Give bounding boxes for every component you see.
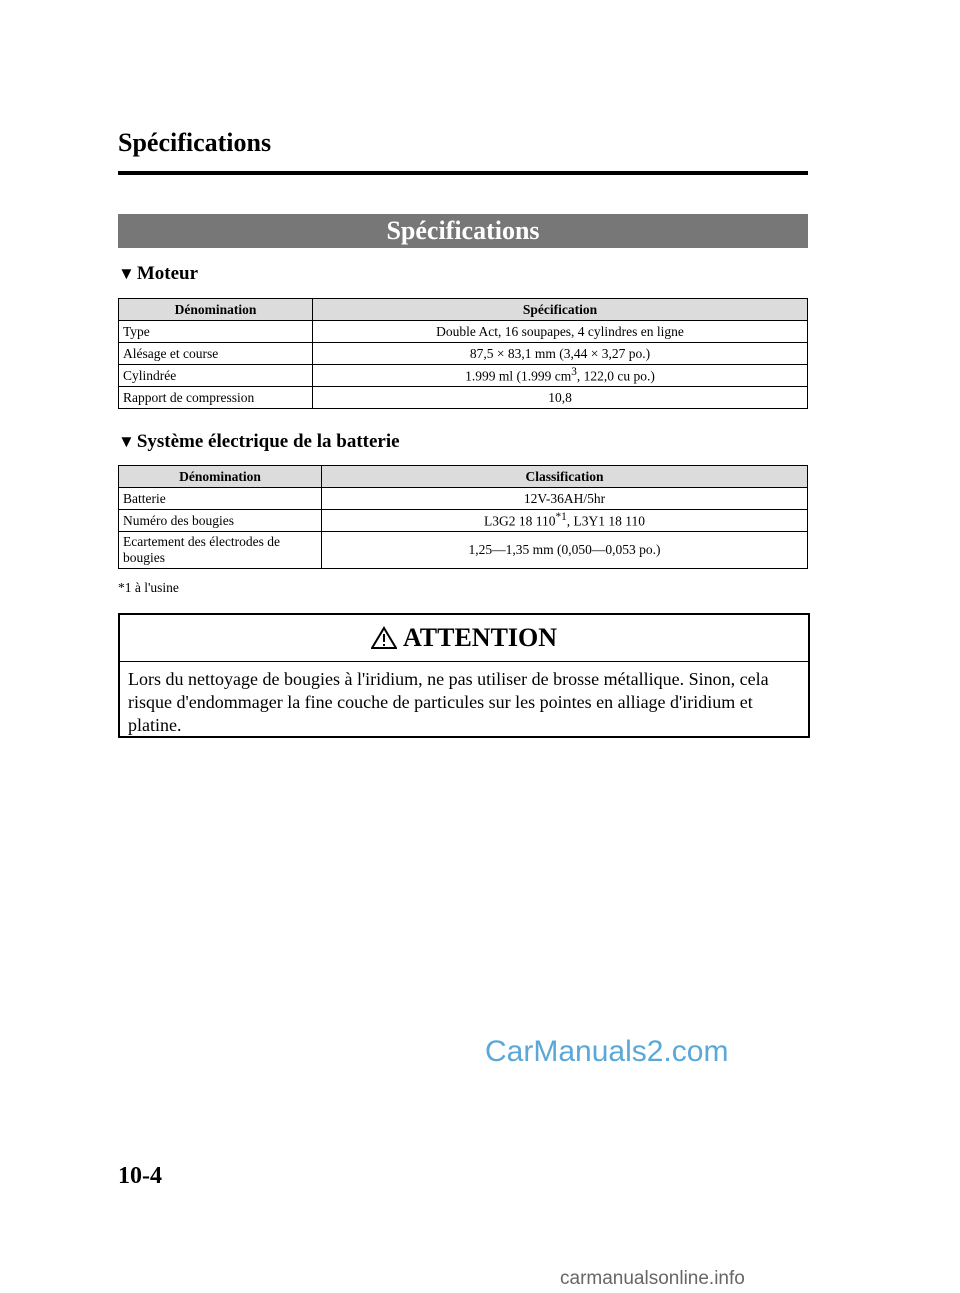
row-name: Alésage et course bbox=[119, 343, 313, 365]
table-row bbox=[119, 321, 808, 343]
triangle-down-icon: ▼ bbox=[118, 264, 135, 283]
row-value: 1,25―1,35 mm (0,050―0,053 po.) bbox=[322, 532, 808, 569]
footer-watermark: carmanualsonline.info bbox=[560, 1268, 745, 1289]
value-superscript: *1 bbox=[555, 511, 567, 524]
table-row bbox=[119, 510, 808, 532]
column-header: Dénomination bbox=[119, 299, 313, 321]
section-banner: Spécifications bbox=[118, 214, 808, 248]
row-name: Ecartement des électrodes de bougies bbox=[119, 532, 322, 569]
row-value: 10,8 bbox=[313, 387, 808, 409]
warning-triangle-icon bbox=[371, 626, 397, 650]
value-text: 1.999 ml (1.999 cm bbox=[465, 368, 572, 384]
attention-title bbox=[120, 623, 808, 653]
table-header-row bbox=[119, 299, 808, 321]
attention-box bbox=[118, 613, 810, 738]
page-header-title: Spécifications bbox=[118, 128, 272, 157]
column-header: Spécification bbox=[313, 299, 808, 321]
value-superscript: 3 bbox=[571, 366, 577, 379]
watermark-logo: CarManuals2.com bbox=[485, 1035, 729, 1068]
engine-heading bbox=[118, 263, 198, 285]
row-name: Cylindrée bbox=[119, 365, 313, 387]
battery-spec-table bbox=[118, 465, 808, 569]
row-name: Rapport de compression bbox=[119, 387, 313, 409]
row-name: Numéro des bougies bbox=[119, 510, 322, 532]
column-header: Dénomination bbox=[119, 466, 322, 488]
table-header-row bbox=[119, 466, 808, 488]
row-name: Batterie bbox=[119, 488, 322, 510]
battery-heading bbox=[118, 431, 400, 453]
header-rule bbox=[118, 171, 808, 175]
engine-spec-table bbox=[118, 298, 808, 409]
page-number: 10-4 bbox=[118, 1163, 162, 1189]
table-row bbox=[119, 343, 808, 365]
table-row bbox=[119, 532, 808, 569]
triangle-down-icon: ▼ bbox=[118, 432, 135, 451]
value-text: L3G2 18 110 bbox=[484, 513, 556, 529]
table-row bbox=[119, 365, 808, 387]
attention-title-label: ATTENTION bbox=[402, 623, 558, 652]
value-text: , L3Y1 18 110 bbox=[566, 513, 645, 529]
attention-body: Lors du nettoyage de bougies à l'iridium, ne pas utiliser de brosse métallique. Sinon, cela risque d'endommager la fine couche de particules sur les pointes en alliage d'iridium et platine. bbox=[128, 669, 769, 735]
battery-heading-label: Système électrique de la batterie bbox=[136, 431, 400, 452]
row-name: Type bbox=[119, 321, 313, 343]
row-value: 12V-36AH/5hr bbox=[322, 488, 808, 510]
row-value bbox=[313, 365, 808, 387]
value-text: , 122,0 cu po.) bbox=[576, 368, 655, 384]
engine-heading-label: Moteur bbox=[136, 263, 199, 284]
table-row bbox=[119, 387, 808, 409]
row-value: Double Act, 16 soupapes, 4 cylindres en ligne bbox=[313, 321, 808, 343]
table-row bbox=[119, 488, 808, 510]
footnote: *1 à l'usine bbox=[118, 580, 179, 595]
row-value: 87,5 × 83,1 mm (3,44 × 3,27 po.) bbox=[313, 343, 808, 365]
column-header: Classification bbox=[322, 466, 808, 488]
row-value bbox=[322, 510, 808, 532]
